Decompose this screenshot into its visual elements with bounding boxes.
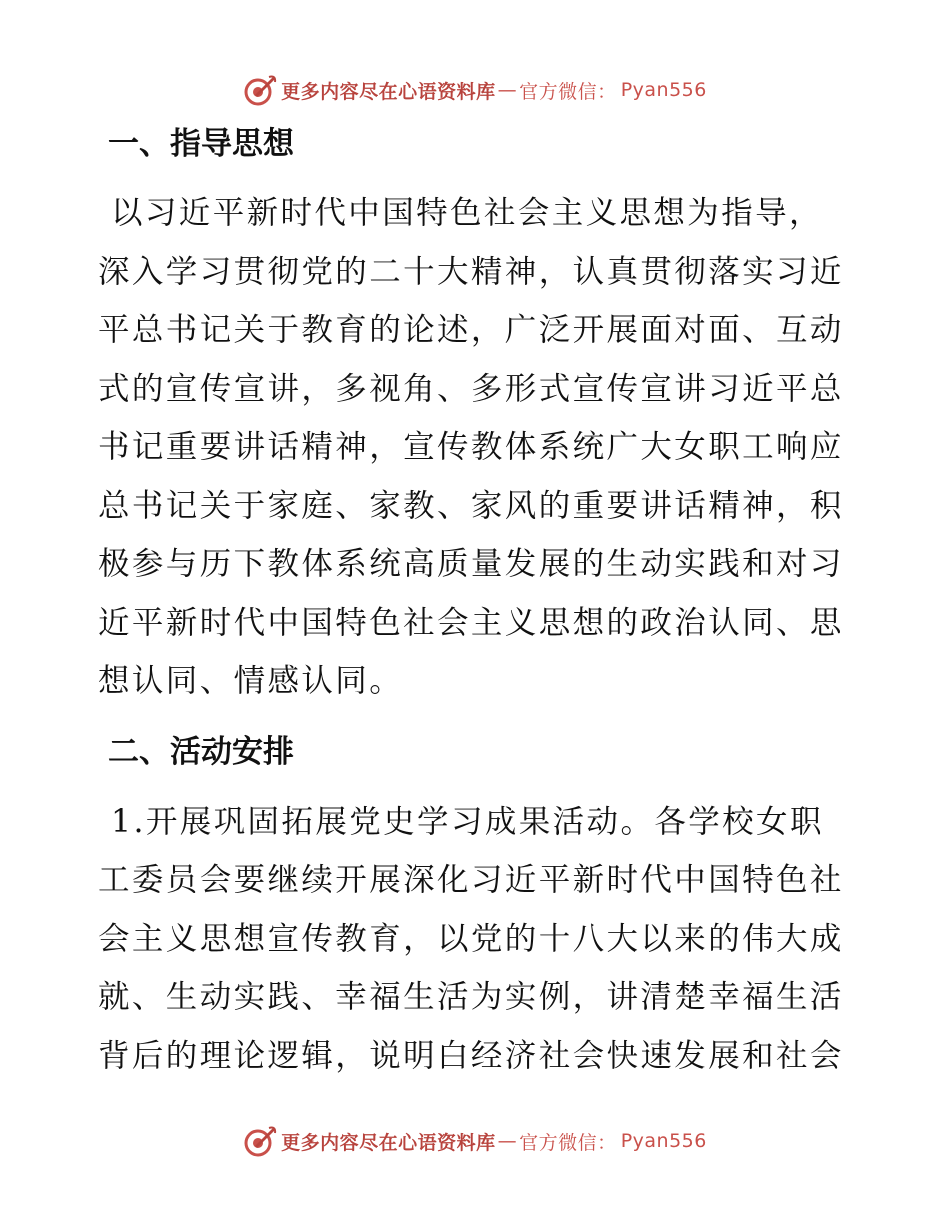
section-paragraph-guiding-ideology [98, 184, 858, 711]
text-line: 书记重要讲话精神，宣传教体系统广大女职工响应 [98, 429, 844, 465]
text-line: 总书记关于家庭、家教、家风的重要讲话精神，积 [98, 487, 844, 524]
text-line: 式的宣传宣讲，多视角、多形式宣传宣讲习近平总 [98, 370, 844, 407]
text-line: 近平新时代中国特色社会主义思想的政治认同、思 [98, 604, 844, 641]
section-heading-activity-arrangement: 二、活动安排 [108, 733, 294, 770]
text-line: 以习近平新时代中国特色社会主义思想为指导， [111, 195, 823, 231]
text-line: 就、生动实践、幸福生活为实例，讲清楚幸福生活 [98, 979, 844, 1015]
header-watermark [0, 70, 950, 110]
text-line: 工委员会要继续开展深化习近平新时代中国特色社 [98, 862, 844, 898]
section-heading-guiding-ideology: 一、指导思想 [108, 126, 294, 162]
footer-watermark [0, 1121, 950, 1161]
text-line: 深入学习贯彻党的二十大精神，认真贯彻落实习近 [98, 253, 844, 290]
text-line: 极参与历下教体系统高质量发展的生动实践和对习 [98, 546, 844, 582]
watermark-main-text: 更多内容尽在心语资料库 [281, 1131, 496, 1154]
section-paragraph-activity-arrangement [98, 793, 858, 1086]
text-line: 平总书记关于教育的论述，广泛开展面对面、互动 [98, 312, 844, 348]
document-body [98, 115, 858, 1085]
quill-logo-icon [243, 1124, 277, 1158]
watermark-id: Pyan556 [620, 79, 707, 101]
text-line: 1.开展巩固拓展党史学习成果活动。各学校女职 [111, 803, 824, 840]
text-line: 会主义思想宣传教育，以党的十八大以来的伟大成 [98, 920, 844, 957]
watermark-dash: — [497, 79, 518, 101]
text-line: 背后的理论逻辑，说明白经济社会快速发展和社会 [98, 1037, 844, 1074]
watermark-id: Pyan556 [620, 1130, 707, 1152]
watermark-main-text: 更多内容尽在心语资料库 [281, 80, 496, 103]
watermark-dash: — [497, 1130, 518, 1152]
watermark-sub-text: 官方微信： [519, 1131, 617, 1154]
watermark-sub-text: 官方微信： [519, 80, 617, 103]
quill-logo-icon [243, 73, 277, 107]
text-line: 想认同、情感认同。 [98, 663, 404, 699]
